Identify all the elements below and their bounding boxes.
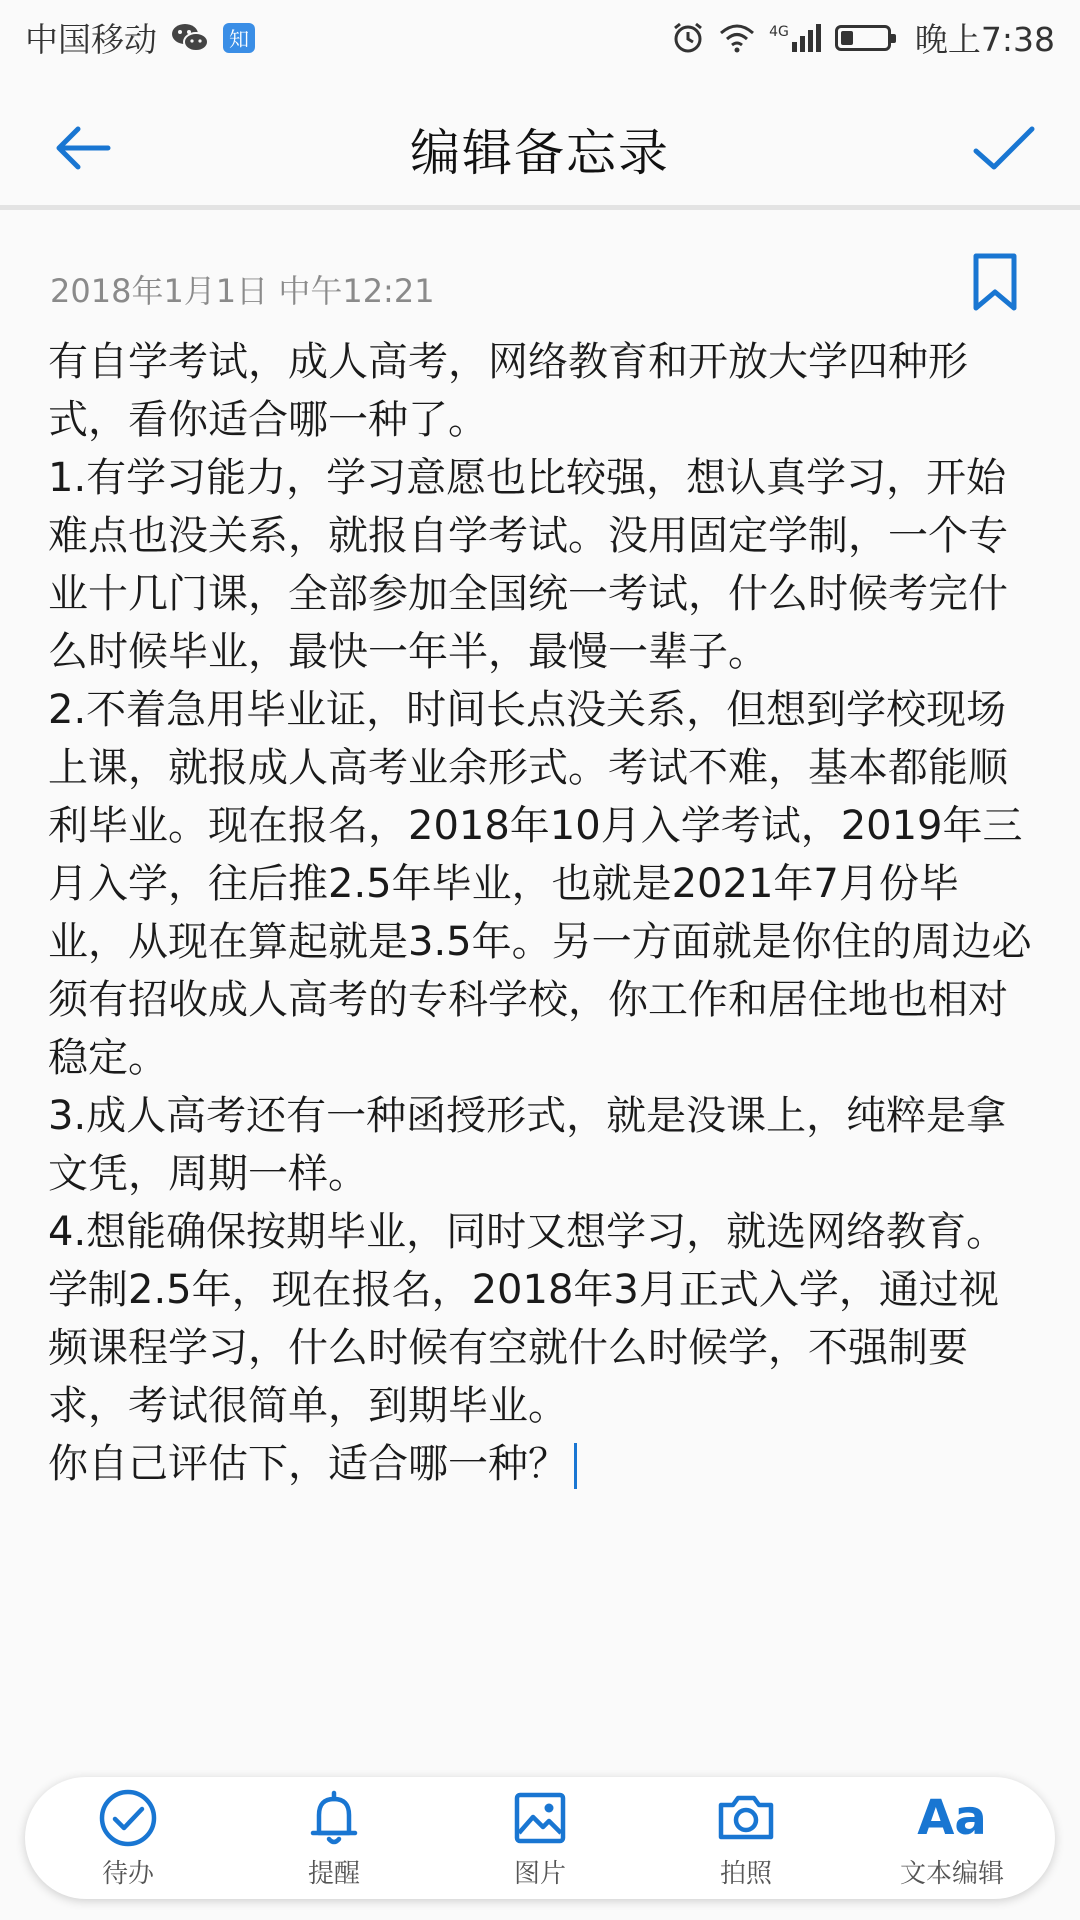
bottom-toolbar [25, 1777, 1055, 1899]
bell-icon [303, 1787, 365, 1849]
todo-button[interactable] [38, 1787, 218, 1890]
zhihu-icon: 知 [223, 23, 255, 53]
reminder-button[interactable] [244, 1787, 424, 1890]
camera-icon [715, 1787, 777, 1849]
note-text-editor[interactable] [48, 333, 1038, 1493]
checkmark-circle-icon [97, 1787, 159, 1849]
save-confirm-button[interactable] [968, 113, 1038, 183]
status-bar [0, 0, 1080, 75]
clock-time: 晚上7:38 [914, 20, 1055, 59]
text-cursor [574, 1443, 577, 1489]
image-button[interactable] [450, 1787, 630, 1890]
image-icon [509, 1787, 571, 1849]
bookmark-icon [970, 252, 1020, 314]
text-format-button[interactable] [862, 1787, 1042, 1890]
checkmark-icon [968, 113, 1038, 183]
image-label: 图片 [513, 1858, 566, 1889]
todo-label: 待办 [101, 1858, 154, 1889]
text-format-label: 文本编辑 [899, 1858, 1004, 1889]
alarm-icon [671, 21, 705, 55]
note-timestamp: 2018年1月1日 中午12:21 [50, 272, 435, 310]
battery-icon [835, 25, 891, 51]
bookmark-button[interactable] [970, 252, 1020, 314]
wechat-icon [171, 22, 209, 54]
camera-button[interactable] [656, 1787, 836, 1890]
wifi-icon [719, 23, 755, 53]
page-title: 编辑备忘录 [410, 124, 670, 182]
title-bar [0, 75, 1080, 210]
carrier-label: 中国移动 [25, 20, 157, 59]
reminder-label: 提醒 [307, 1858, 360, 1889]
network-type-label: 4G [769, 23, 789, 40]
camera-label: 拍照 [719, 1858, 772, 1889]
cellular-signal-icon [769, 24, 821, 52]
note-content: 有自学考试，成人高考，网络教育和开放大学四种形式，看你适合哪一种了。 1.有学习能力，学习意愿也比较强，想认真学习，开始难点也没关系，就报自学考试。没用固定学制，一个专业十几门课，全部参加全国统一考试，什么时候考完什么时候毕业，最快一年半，最慢一辈子。 2.不着急用毕业证，时间长点没关系，但想到学校现场上课，就报成人高考业余形式。考试不难，基本都能顺利毕业。现在报名，2018年10月入学考试，2019年三月入学，往后推2.5年毕业，也就是2021年7月份毕业，从现在算起就是3.5年。另一方面就是你住的周边必须有招收成人高考的专科学校，你工作和居住地也相对稳定。 3.成人高考还有一种函授形式，就是没课上，纯粹是拿文凭，周期一样。 4.想能确保按期毕业，同时又想学习，就选网络教育。学制2.5年，现在报名，2018年3月正式入学，通过视频课程学习，什么时候有空就什么时候学，不强制要求，考试很简单，到期毕业。 你自己评估下，适合哪一种？ [48, 339, 1032, 1487]
text-format-icon: Aa [917, 1789, 987, 1846]
